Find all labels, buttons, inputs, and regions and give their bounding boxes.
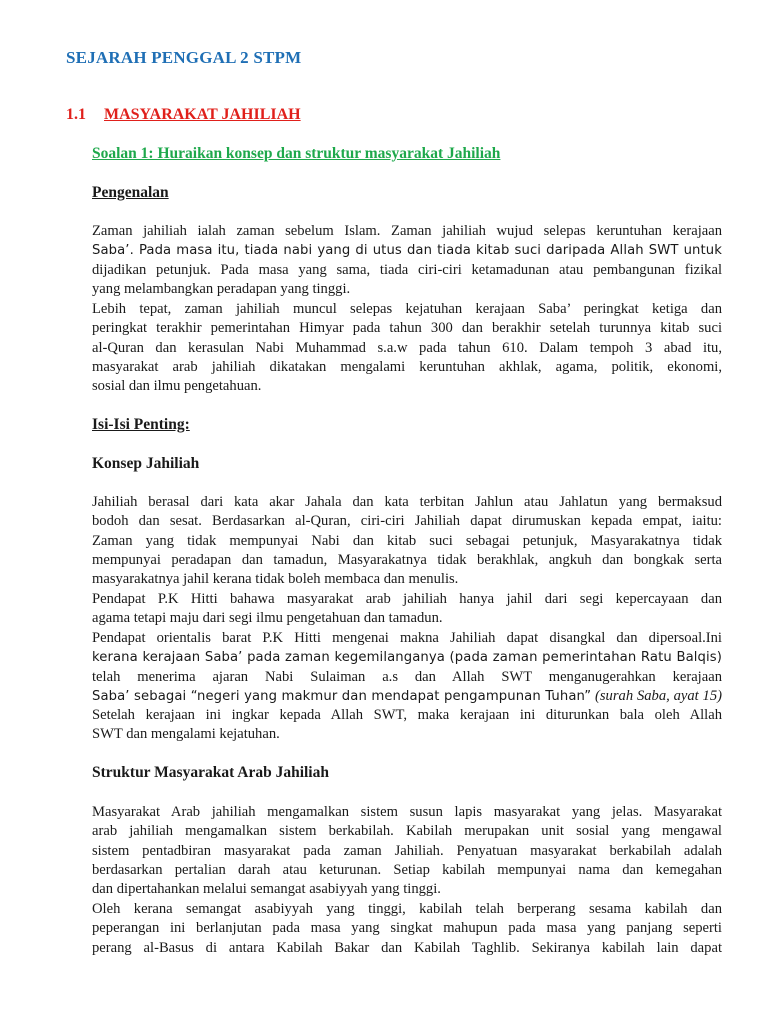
pengenalan-paragraph-1 <box>70 222 722 299</box>
paragraph-line: perang al-Basus di antara Kabilah Bakar dan Kabilah Taghlib. Sekiranya kabilah lain dapat <box>92 939 722 956</box>
struktur-paragraph-2 <box>70 900 722 958</box>
paragraph-line: Pendapat P.K Hitti bahawa masyarakat arab jahiliah hanya jahil dari segi kepercayaan dan <box>92 591 722 607</box>
konsep-paragraph-1 <box>70 493 722 589</box>
paragraph-line: Zaman jahiliah ialah zaman sebelum Islam. Zaman jahiliah wujud selepas keruntuhan kerajaan <box>92 223 722 239</box>
quote-text: Saba’ sebagai “negeri yang makmur dan mendapat pengampunan Tuhan” <box>92 688 592 704</box>
paragraph-line: masyarakat arab jahiliah dikatakan mengalami keruntuhan akhlak, agama, politik, ekonomi, <box>92 358 722 375</box>
paragraph-line: kerana kerajaan Saba’ pada zaman kegemilanganya (pada zaman pemerintahan Ratu Balqis) <box>92 650 722 666</box>
heading-pengenalan: Pengenalan <box>92 184 169 201</box>
paragraph-line: Jahiliah berasal dari kata akar Jahala dan kata terbitan Jahlun atau Jahlatun yang bermaksud <box>92 494 722 510</box>
paragraph-line: sosial dan ilmu pengetahuan. <box>92 378 262 395</box>
paragraph-line: Setelah kerajaan ini ingkar kepada Allah SWT, maka kerajaan ini diturunkan bala oleh Allah <box>92 707 722 723</box>
section-title: MASYARAKAT JAHILIAH <box>104 106 301 123</box>
konsep-paragraph-2 <box>70 590 722 629</box>
heading-konsep-jahiliah: Konsep Jahiliah <box>92 455 200 472</box>
paragraph-line: al-Quran dan kerasulan Nabi Muhammad s.a.w pada tahun 610. Dalam tempoh 3 abad itu, <box>92 339 722 356</box>
struktur-paragraph-1 <box>70 803 722 899</box>
heading-isi-penting: Isi-Isi Penting: <box>92 416 190 433</box>
citation: (surah Saba, ayat 15) <box>595 687 722 704</box>
paragraph-line: sistem pentadbiran masyarakat pada zaman Jahiliah. Penyatuan masyarakat berkabilah adalah <box>92 842 722 859</box>
paragraph-line: Lebih tepat, zaman jahiliah muncul selepas kejatuhan kerajaan Saba’ peringkat ketiga dan <box>92 301 722 317</box>
paragraph-line: agama tetapi maju dari segi ilmu pengetahuan dan tamadun. <box>92 610 443 627</box>
paragraph-line: dijadikan petunjuk. Pada masa yang sama, tiada ciri-ciri ketamadunan atau pembangunan fizikal <box>92 261 722 278</box>
paragraph-line: telah menerima ajaran Nabi Sulaiman a.s dan Allah SWT menganugerahkan kerajaan <box>92 668 722 685</box>
paragraph-line: yang melambangkan peradapan yang tinggi. <box>92 280 351 297</box>
paragraph-line: mempunyai peradapan dan tamadun, Masyarakatnya tidak berakhlak, angkuh dan bongkak serta <box>92 551 722 568</box>
paragraph-line: Pendapat orientalis barat P.K Hitti mengenai makna Jahiliah dapat disangkal dan dipersoal.Ini <box>92 630 722 646</box>
pengenalan-paragraph-2 <box>70 300 722 396</box>
paragraph-line: peperangan ini berlanjutan pada masa yang singkat mahupun pada masa yang panjang seperti <box>92 920 722 937</box>
paragraph-line: Saba’. Pada masa itu, tiada nabi yang di utus dan tiada kitab suci daripada Allah SWT untuk <box>92 243 722 259</box>
paragraph-line: SWT dan mengalami kejatuhan. <box>92 726 280 743</box>
document-title: SEJARAH PENGGAL 2 STPM <box>66 48 302 67</box>
paragraph-line: berdasarkan pertalian darah atau keturunan. Setiap kabilah mempunyai nama dan kemegahan <box>92 861 722 878</box>
heading-struktur: Struktur Masyarakat Arab Jahiliah <box>92 764 329 781</box>
section-number: 1.1 <box>66 106 86 123</box>
paragraph-line: dan dipertahankan melalui semangat asabiyyah yang tinggi. <box>92 881 441 898</box>
paragraph-line: Masyarakat Arab jahiliah mengamalkan sistem susun lapis masyarakat yang jelas. Masyarakat <box>92 804 722 820</box>
paragraph-line: Zaman yang tidak mempunyai Nabi dan kitab suci sebagai petunjuk, Masyarakatnya tidak <box>92 532 722 549</box>
paragraph-line: bodoh dan sesat. Berdasarkan al-Quran, ciri-ciri Jahiliah dapat dirumuskan kepada empat, iaitu: <box>92 513 722 530</box>
paragraph-line: masyarakatnya jahil kerana tidak boleh membaca dan menulis. <box>92 571 459 588</box>
paragraph-line: Oleh kerana semangat asabiyyah yang tinggi, kabilah telah berperang sesama kabilah dan <box>92 901 722 917</box>
paragraph-line: peringkat terakhir pemerintahan Himyar pada tahun 300 dan berakhir setelah turunnya kitab suci <box>92 320 722 337</box>
section-heading <box>66 106 301 124</box>
question-heading: Soalan 1: Huraikan konsep dan struktur masyarakat Jahiliah <box>92 145 501 162</box>
paragraph-line: arab jahiliah mengamalkan sistem berkabilah. Kabilah merupakan unit sosial yang mengawal <box>92 823 722 840</box>
konsep-paragraph-3 <box>70 629 722 706</box>
konsep-paragraph-4 <box>70 706 722 745</box>
paragraph-line-with-citation <box>70 687 722 706</box>
